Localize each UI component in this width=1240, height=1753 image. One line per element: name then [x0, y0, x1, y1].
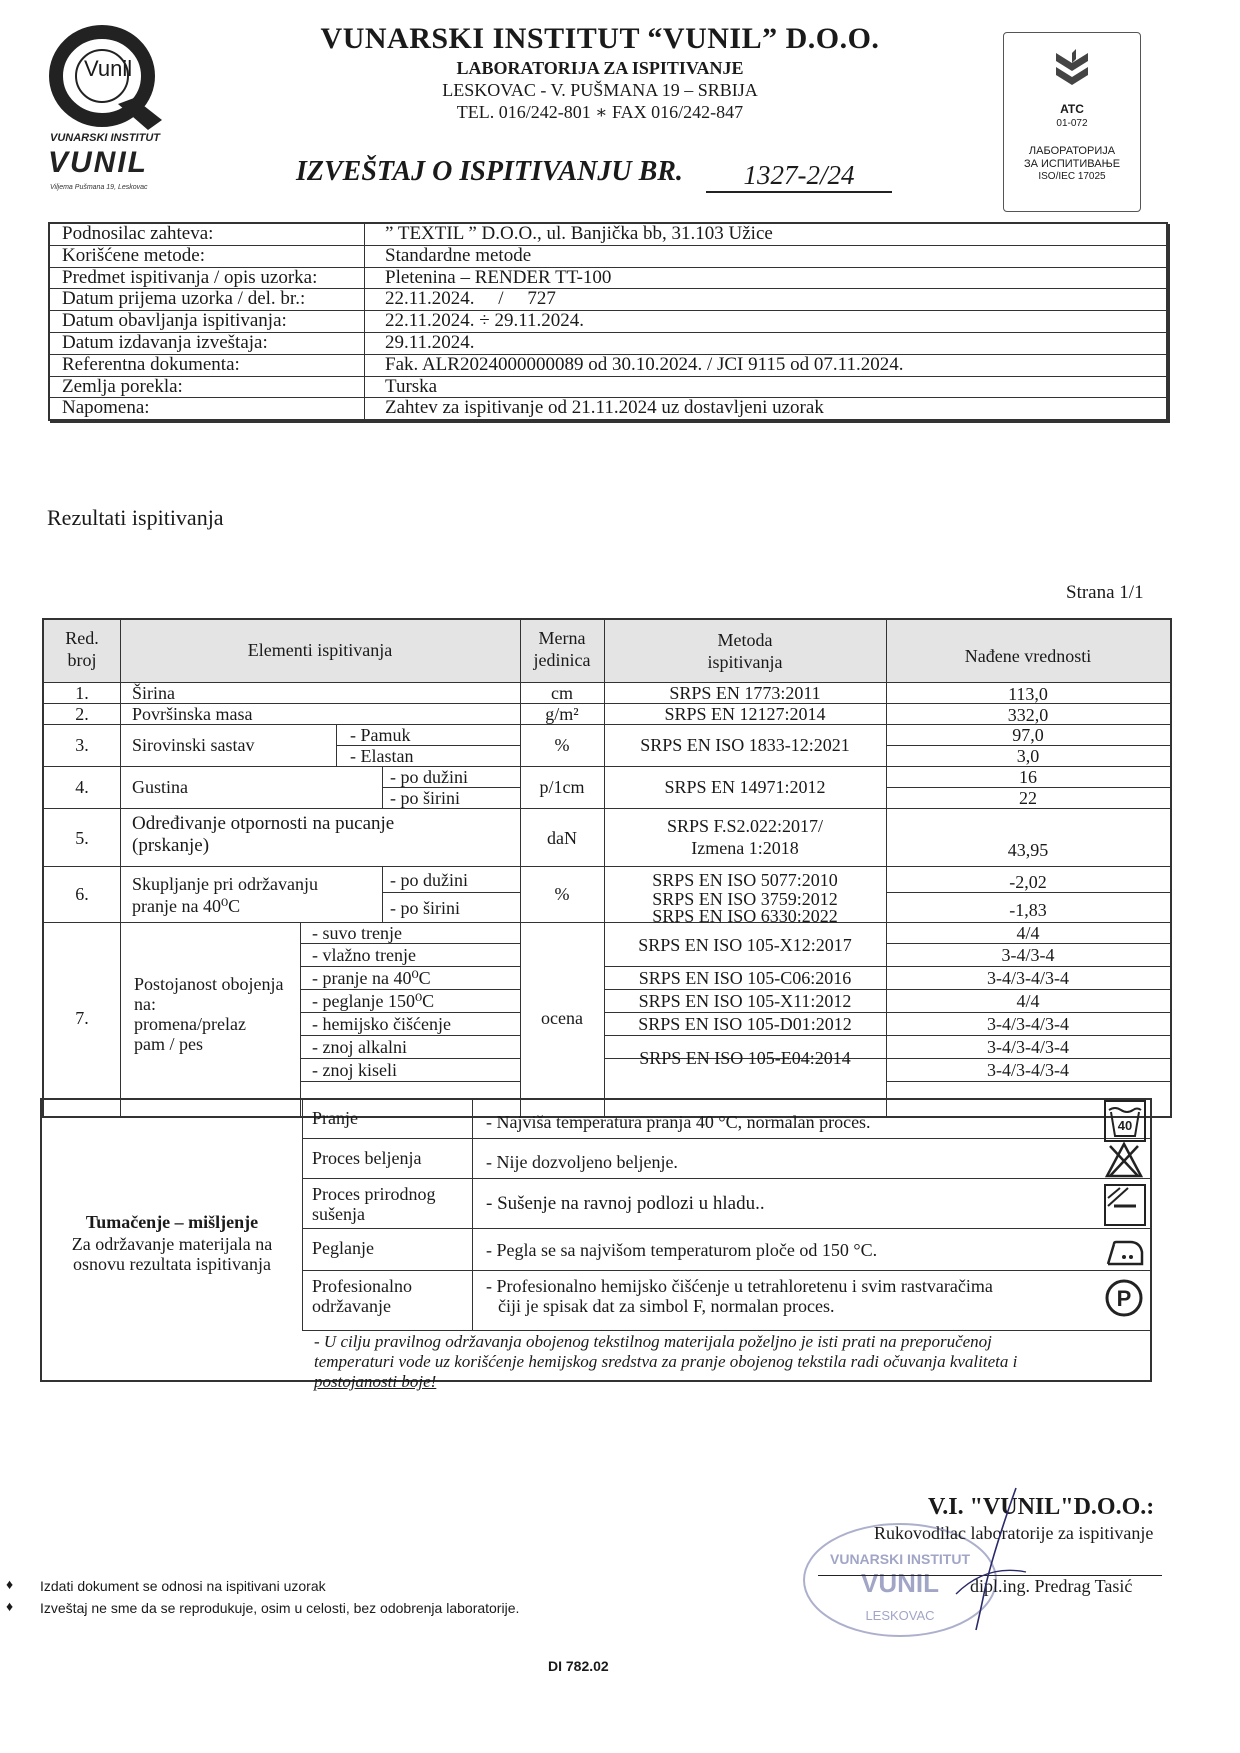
row-name: Postojanost obojenja: [134, 974, 284, 994]
info-value: Standardne metode: [385, 244, 532, 266]
info-value: Pletenina – RENDER TT-100: [385, 266, 612, 288]
row-method: SRPS EN 1773:2011: [669, 683, 821, 703]
care-label: Pranje: [312, 1108, 358, 1128]
row-value: 43,95: [1007, 840, 1049, 860]
footer-bullet-icon: ♦: [6, 1598, 14, 1614]
results-table: [42, 618, 1172, 1118]
header-no-2: broj: [67, 650, 97, 670]
header-method-2: ispitivanja: [707, 652, 783, 672]
info-value: 22.11.2024. ÷ 29.11.2024.: [385, 310, 585, 332]
header-method-1: Metoda: [717, 630, 773, 650]
row-unit: %: [554, 735, 570, 755]
care-label: Proces beljenja: [312, 1148, 422, 1168]
info-label: Podnosilac zahteva:: [50, 224, 365, 245]
info-label: Korišćene metode:: [50, 246, 365, 267]
institute-header: [300, 22, 900, 123]
info-row: [50, 268, 1166, 290]
care-label: sušenja: [312, 1204, 365, 1224]
row-method: SRPS EN ISO 6330:2022: [652, 906, 838, 926]
stamp-text-1: VUNARSKI INSTITUT: [830, 1551, 970, 1567]
row-value: 22: [1019, 788, 1037, 808]
row-sub: - po dužini: [390, 870, 468, 890]
institute-name: VUNARSKI INSTITUT “VUNIL” D.O.O.: [320, 22, 880, 55]
row-method: SRPS EN ISO 105-C06:2016: [638, 968, 852, 988]
footer-note: Izdati dokument se odnosi na ispitivani uzorak: [40, 1578, 326, 1594]
interpretation-subtitle: osnovu rezultata ispitivanja: [73, 1254, 271, 1274]
info-row: [50, 398, 1166, 419]
interpretation-title: Tumačenje – mišljenje: [85, 1212, 259, 1232]
dry-clean-letter: P: [1116, 1286, 1132, 1311]
header-values: Nađene vrednosti: [964, 646, 1092, 666]
row-no: 1.: [75, 683, 89, 703]
care-text: čiji je spisak dat za simbol F, normalan proces.: [498, 1296, 835, 1316]
info-row: [50, 355, 1166, 377]
signature-role: Rukovodilac laboratorije za ispitivanje: [874, 1523, 1154, 1543]
interpretation-subtitle: Za održavanje materijala na: [71, 1234, 273, 1254]
row-value: 3-4/3-4/3-4: [987, 968, 1069, 988]
care-note: - U cilju pravilnog održavanja obojenog tekstilnog materijala poželjno je isti prati na preporučenoj: [314, 1332, 992, 1351]
row-method: SRPS EN ISO 1833-12:2021: [640, 735, 850, 755]
accreditation-badge: [1003, 32, 1141, 212]
row-value: 113,0: [1008, 684, 1048, 704]
atc-text-2: ЗА ИСПИТИВАЊЕ: [1023, 158, 1121, 170]
info-row: [50, 333, 1166, 355]
row-sub: - pranje na 40⁰C: [312, 968, 431, 988]
row-name: na:: [134, 994, 156, 1014]
row-sub: - vlažno trenje: [312, 945, 416, 965]
care-text: - Pegla se sa najvišom temperaturom ploče od 150 °C.: [486, 1240, 878, 1260]
row-unit: p/1cm: [539, 777, 585, 797]
row-method: SRPS EN 14971:2012: [664, 777, 826, 797]
header-elements: Elementi ispitivanja: [247, 640, 393, 660]
row-value: 3-4/3-4/3-4: [987, 1014, 1069, 1034]
row-unit: cm: [551, 683, 573, 703]
care-note: temperaturi vode uz korišćenje hemijskog sredstva za pranje obojenog tekstila radi očuvanja kvaliteta i: [314, 1352, 1018, 1371]
row-value: 3-4/3-4/3-4: [987, 1037, 1069, 1057]
info-row: [50, 246, 1166, 268]
iron-medium-icon: [1104, 1230, 1142, 1268]
stamp-text-3: LESKOVAC: [865, 1608, 935, 1623]
logo-small-text: Vunil: [84, 56, 133, 81]
row-method: SRPS EN ISO 105-D01:2012: [638, 1014, 852, 1034]
row-value: 16: [1019, 767, 1037, 787]
row-unit: daN: [547, 828, 577, 848]
info-label: Zemlja porekla:: [50, 377, 365, 398]
row-value: 332,0: [1007, 705, 1049, 725]
info-value: ” TEXTIL ” D.O.O., ul. Banjička bb, 31.103 Užice: [385, 223, 773, 244]
institute-address: LESKOVAC - V. PUŠMANA 19 – SRBIJA: [442, 80, 758, 100]
page-number: Strana 1/1: [1066, 582, 1144, 603]
care-text: - Nije dozvoljeno beljenje.: [486, 1152, 678, 1172]
row-sub: - po širini: [390, 898, 460, 918]
dry-flat-shade-icon: [1104, 1184, 1146, 1226]
row-sub: - Elastan: [350, 746, 414, 766]
row-no: 6.: [75, 884, 89, 904]
row-method: SRPS EN ISO 5077:2010: [652, 870, 838, 890]
row-value: 3-4/3-4: [1001, 945, 1055, 965]
row-sub: - znoj alkalni: [312, 1037, 407, 1057]
results-heading: Rezultati ispitivanja: [47, 505, 224, 530]
logo-address: Viljema Pušmana 19, Leskovac: [50, 184, 148, 191]
row-value: 3,0: [1016, 746, 1040, 766]
row-unit: g/m²: [545, 704, 579, 724]
row-unit: %: [554, 884, 570, 904]
row-name: (prskanje): [132, 835, 210, 856]
info-label: Predmet ispitivanja / opis uzorka:: [50, 268, 365, 289]
row-method: SRPS EN ISO 105-X11:2012: [638, 991, 852, 1011]
row-method: Izmena 1:2018: [691, 838, 799, 858]
row-method: SRPS EN ISO 3759:2012: [652, 889, 838, 909]
row-method: SRPS EN ISO 105-E04:2014: [639, 1048, 851, 1068]
care-label: održavanje: [312, 1296, 391, 1316]
row-method: SRPS EN ISO 105-X12:2017: [638, 935, 852, 955]
info-row: [50, 289, 1166, 311]
row-method: SRPS F.S2.022:2017/: [666, 816, 824, 836]
row-method: SRPS EN 12127:2014: [664, 704, 826, 724]
care-text: - Sušenje na ravnoj podlozi u hladu..: [486, 1193, 765, 1214]
info-row: [50, 311, 1166, 333]
logo-wordmark: VUNIL: [48, 146, 148, 179]
row-value: 97,0: [1012, 725, 1044, 745]
row-sub: - Pamuk: [350, 725, 411, 745]
header-unit-1: Merna: [538, 628, 586, 648]
atc-text-1: ЛАБОРАТОРИЈА: [1028, 145, 1116, 157]
atc-label: ATC: [1060, 102, 1084, 116]
info-label: Napomena:: [50, 398, 365, 419]
dry-clean-p-icon: [1104, 1278, 1142, 1316]
care-label: Proces prirodnog: [312, 1184, 436, 1204]
row-value: 3-4/3-4/3-4: [987, 1060, 1069, 1080]
info-value: 29.11.2024.: [385, 331, 475, 353]
row-no: 5.: [75, 828, 89, 848]
row-sub: - po dužini: [390, 767, 468, 787]
care-text: - Profesionalno hemijsko čišćenje u tetrahloretenu i svim rastvaračima: [486, 1276, 993, 1296]
document-code: DI 782.02: [548, 1658, 609, 1674]
signature-name: dipl.ing. Predrag Tasić: [970, 1576, 1133, 1596]
row-value: 4/4: [1016, 923, 1040, 943]
report-number: 1327-2/24: [706, 160, 892, 193]
row-sub: - peglanje 150⁰C: [312, 991, 435, 1011]
row-unit: ocena: [541, 1008, 583, 1028]
footer-note: Izveštaj ne sme da se reprodukuje, osim u celosti, bez odobrenja laboratorije.: [40, 1600, 520, 1616]
row-name: Gustina: [132, 777, 188, 797]
info-label: Datum prijema uzorka / del. br.:: [50, 289, 365, 310]
row-sub: - suvo trenje: [312, 923, 402, 943]
row-no: 3.: [75, 735, 89, 755]
no-bleach-icon: [1104, 1140, 1142, 1178]
row-name: Širina: [132, 683, 175, 703]
row-value: -2,02: [1009, 872, 1047, 892]
care-note: postojanosti boje!: [314, 1372, 437, 1391]
info-row: [50, 377, 1166, 399]
row-name: Sirovinski sastav: [132, 735, 255, 755]
logo-caption: VUNARSKI INSTITUT: [50, 132, 160, 144]
handwritten-signature: [936, 1484, 1046, 1639]
row-sub: - po širini: [390, 788, 460, 808]
interpretation-table: [40, 1098, 1152, 1391]
care-text: - Najviša temperatura pranja 40 °C, normalan proces.: [486, 1112, 871, 1132]
wash-40-icon: [1104, 1100, 1146, 1142]
care-label: Peglanje: [312, 1238, 374, 1258]
info-value: Fak. ALR2024000000089 od 30.10.2024. / JCI 9115 od 07.11.2024.: [385, 353, 904, 375]
report-title: IZVEŠTAJ O ISPITIVANJU BR.: [296, 156, 683, 187]
care-label: Profesionalno: [312, 1276, 412, 1296]
info-label: Datum obavljanja ispitivanja:: [50, 311, 365, 332]
info-value: Turska: [385, 375, 438, 397]
row-sub: - hemijsko čišćenje: [312, 1014, 451, 1034]
info-value: Zahtev za ispitivanje od 21.11.2024 uz dostavljeni uzorak: [385, 397, 824, 419]
laboratory-name: LABORATORIJA ZA ISPITIVANJE: [456, 58, 744, 78]
atc-mark-icon: [1004, 49, 1140, 100]
row-name: pam / pes: [134, 1034, 203, 1054]
wash-temp-label: 40: [1117, 1118, 1133, 1133]
row-name: Skupljanje pri održavanju: [132, 874, 318, 894]
row-name: Određivanje otpornosti na pucanje: [132, 813, 395, 834]
row-no: 7.: [75, 1008, 89, 1028]
row-no: 4.: [75, 777, 89, 797]
institute-phone: TEL. 016/242-801 ∗ FAX 016/242-847: [456, 102, 744, 122]
row-value: 4/4: [1016, 991, 1040, 1011]
header-unit-2: jedinica: [533, 650, 591, 670]
row-sub: - znoj kiseli: [312, 1060, 397, 1080]
row-name: pranje na 40⁰C: [132, 896, 241, 916]
footer-bullet-icon: ♦: [6, 1576, 14, 1592]
row-name: Površinska masa: [132, 704, 253, 724]
atc-number: 01-072: [1056, 118, 1088, 129]
stamp-text-2: VUNIL: [861, 1568, 939, 1598]
row-name: promena/prelaz: [134, 1014, 246, 1034]
header-no-1: Red.: [65, 628, 99, 648]
info-row: [50, 224, 1166, 246]
info-label: Datum izdavanja izveštaja:: [50, 333, 365, 354]
info-label: Referentna dokumenta:: [50, 355, 365, 376]
row-value: -1,83: [1009, 900, 1047, 920]
row-no: 2.: [75, 704, 89, 724]
info-value: 22.11.2024. / 727: [385, 288, 556, 310]
atc-iso: ISO/IEC 17025: [1038, 171, 1106, 182]
signature-firm: V.I. "VUNIL"D.O.O.:: [928, 1494, 1155, 1520]
request-info-table: [48, 222, 1168, 421]
